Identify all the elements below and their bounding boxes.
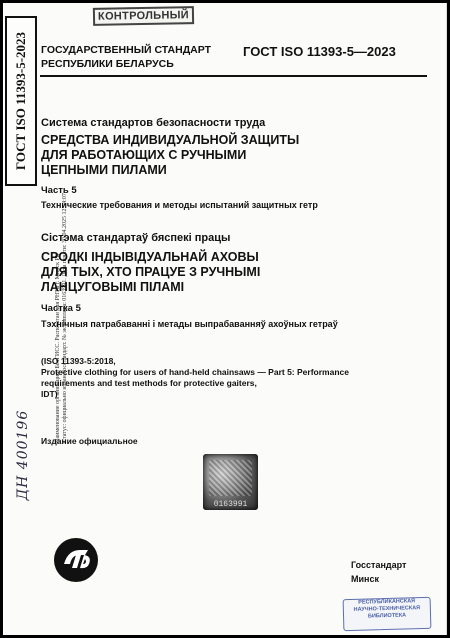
iso-line2: Protective clothing for users of hand-held chainsaws — Part 5: Performance xyxy=(41,367,349,377)
library-stamp xyxy=(343,597,432,631)
iso-line4: IDT) xyxy=(41,389,58,399)
handwritten-text: ДН 400196 xyxy=(15,409,31,501)
ru-system-title: Система стандартов безопасности труда xyxy=(41,117,266,129)
ru-main-title xyxy=(41,133,361,178)
header-standard-number: ГОСТ ISO 11393-5—2023 xyxy=(243,44,396,59)
publisher-city: Минск xyxy=(351,574,379,584)
header-organization xyxy=(41,44,211,71)
gosstandart-logo-icon xyxy=(54,538,98,582)
be-title-line2: ДЛЯ ТЫХ, ХТО ПРАЦУЕ З РУЧНЫМІ xyxy=(41,265,261,279)
publisher-name: Госстандарт xyxy=(351,560,407,570)
hologram-sticker xyxy=(203,454,258,510)
print-info-block xyxy=(55,193,69,443)
iso-line1: (ISO 11393-5:2018, xyxy=(41,356,116,366)
official-edition-label: Издание официальное xyxy=(41,436,138,446)
library-stamp-line2: НАУЧНО-ТЕХНИЧЕСКАЯ xyxy=(353,605,421,613)
header-rule xyxy=(40,75,427,77)
be-title-line3: ЛАНЦУГОВЫМІ ПІЛАМІ xyxy=(41,280,185,294)
header-org-line2: РЕСПУБЛИКИ БЕЛАРУСЬ xyxy=(41,57,174,70)
ru-title-line2: ДЛЯ РАБОТАЮЩИХ С РУЧНЫМИ xyxy=(41,148,247,162)
ru-subtitle: Технические требования и методы испытаний защитных гетр xyxy=(41,200,318,210)
ru-title-line3: ЦЕПНЫМИ ПИЛАМИ xyxy=(41,163,167,177)
be-system-title: Сістэма стандартаў бяспекі працы xyxy=(41,232,231,244)
library-stamp-line3: БИБЛИОТЕКА xyxy=(367,612,407,620)
print-info-vertical xyxy=(51,193,73,443)
print-info-line1: Наименование организации: БелГИСС. Распечатан для РНТБ г. Минск РБ xyxy=(55,253,61,443)
iso-reference xyxy=(41,356,381,400)
iso-line3: requirements and test methods for protective gaiters, xyxy=(41,378,257,388)
be-title-line1: СРОДКІ ІНДЫВІДУАЛЬНАЙ АХОВЫ xyxy=(41,250,259,264)
library-stamp-line1: РЕСПУБЛИКАНСКАЯ xyxy=(358,598,416,606)
handwritten-inventory-number xyxy=(10,400,36,510)
be-part: Частка 5 xyxy=(41,303,81,314)
vertical-standard-number-text: ГОСТ ISO 11393-5-2023 xyxy=(13,31,28,171)
print-info-line2: Статус: официально издан Госстандарт. № экземпляра: 0163991. Дата печати: 30.04.2025 12:54:07 xyxy=(62,193,68,443)
be-subtitle: Тэхнічныя патрабаванні і метады выпрабаванняў ахоўных гетраў xyxy=(41,319,338,329)
control-stamp: КОНТРОЛЬНЫЙ xyxy=(93,6,194,26)
be-main-title xyxy=(41,250,371,295)
ru-part: Часть 5 xyxy=(41,185,77,196)
ru-title-line1: СРЕДСТВА ИНДИВИДУАЛЬНОЙ ЗАЩИТЫ xyxy=(41,133,300,147)
header-org-line1: ГОСУДАРСТВЕННЫЙ СТАНДАРТ xyxy=(41,44,212,56)
hologram-number: 0163991 xyxy=(213,500,248,509)
vertical-standard-number xyxy=(5,16,37,186)
